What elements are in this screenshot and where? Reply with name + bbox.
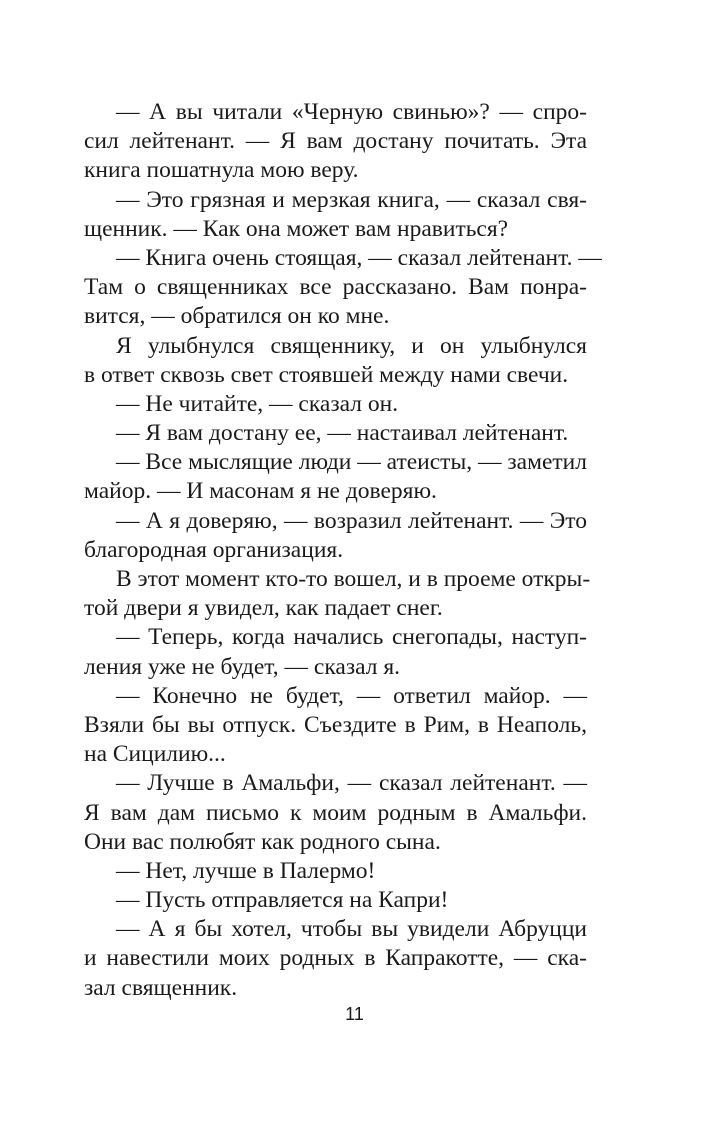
text-line: — Конечно не будет, — ответил майор. — (116, 682, 587, 709)
text-line: — Не читайте, — сказал он. (116, 390, 399, 417)
text-line: зал священник. (84, 974, 238, 1001)
text-line: Я улыбнулся священнику, и он улыбнулся (116, 332, 587, 359)
text-line: ления уже не будет, — сказал я. (84, 653, 401, 680)
text-line: — Нет, лучше в Палермо! (116, 857, 376, 884)
text-line: В этот момент кто-то вошел, и в проеме откры- (116, 566, 591, 592)
text-line: — Пусть отправляется на Капри! (116, 887, 449, 914)
text-line: — А я бы хотел, чтобы вы увидели Абруцци (116, 916, 587, 943)
text-line: Взяли бы вы отпуск. Съездите в Рим, в Неаполь, (84, 711, 587, 738)
page-number: 11 (345, 1004, 364, 1024)
text-line: майор. — И масонам я не доверяю. (84, 478, 437, 505)
text-line: сил лейтенант. — Я вам достану почитать. Эта (84, 128, 587, 155)
text-line: благородная организация. (84, 536, 344, 563)
text-line: щенник. — Как она может вам нравиться? (84, 215, 509, 242)
text-line: в ответ сквозь свет стоявшей между нами свечи. (84, 361, 569, 388)
text-line: — Лучше в Амальфи, — сказал лейтенант. — (116, 770, 587, 797)
text-line: — Все мыслящие люди — атеисты, — заметил (116, 449, 587, 476)
text-line: вится, — обратился он ко мне. (84, 303, 390, 330)
text-line: и навестили моих родных в Капракотте, — ска- (84, 945, 587, 972)
text-line: книга пошатнула мою веру. (84, 157, 359, 184)
text-line: Я вам дам письмо к моим родным в Амальфи. (84, 799, 587, 826)
text-line: Они вас полюбят как родного сына. (84, 828, 441, 855)
text-line: — А я доверяю, — возразил лейтенант. — Это (116, 507, 587, 534)
text-line: — Это грязная и мерзкая книга, — сказал свя- (116, 186, 587, 213)
text-line: той двери я увидел, как падает снег. (84, 595, 443, 622)
text-line: — А вы читали «Черную свинью»? — спро- (116, 99, 587, 125)
text-line: Там о священниках все рассказано. Вам понра- (84, 274, 587, 301)
text-line: на Сицилию... (84, 741, 226, 768)
text-line: — Книга очень стоящая, — сказал лейтенант. — (116, 244, 602, 271)
body-text (84, 98, 602, 1003)
text-line: — Я вам достану ее, — настаивал лейтенант. (116, 420, 569, 447)
text-line: — Теперь, когда начались снегопады, наступ- (116, 624, 587, 651)
